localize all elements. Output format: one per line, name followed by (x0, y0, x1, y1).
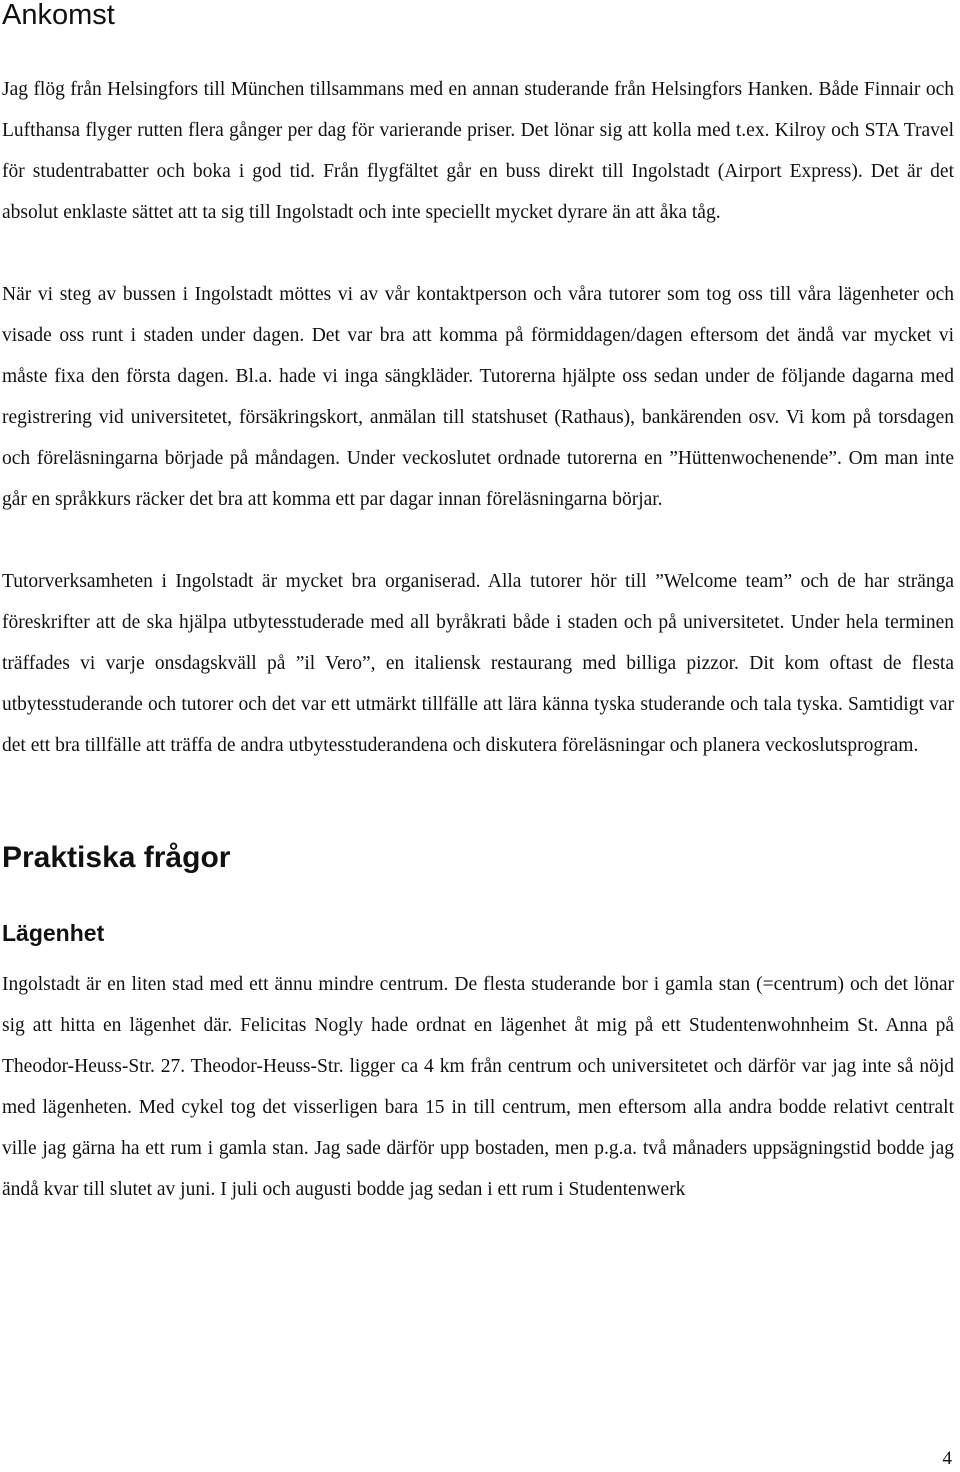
subsection-title-lagenhet: Lägenhet (2, 920, 105, 946)
lagenhet-paragraph: Ingolstadt är en liten stad med ett ännu mindre centrum. De flesta studerande bor i gamla stan (=centrum) och det lönar sig att hitta en lägenhet där. Felicitas Nogly hade ordnat en lägenhet åt mig på ett Studentenwohnheim St. Anna på Theodor-Heuss-Str. 27. Theodor-Heuss-Str. ligger ca 4 km från centrum och universitetet och därför var jag inte så nöjd med lägenheten. Med cykel tog det visserligen bara 15 in till centrum, men eftersom alla andra bodde relativt centralt ville jag gärna ha ett rum i gamla stan. Jag sade därför upp bostaden, men p.g.a. två månaders uppsägningstid bodde jag ändå kvar till slutet av juni. I juli och augusti bodde jag sedan i ett rum i Studentenwerk (2, 974, 954, 1200)
page-number: 4 (942, 1448, 952, 1469)
section-title-praktiska-fragor: Praktiska frågor (2, 841, 231, 874)
ankomst-paragraph-2: När vi steg av bussen i Ingolstadt möttes vi av vår kontaktperson och våra tutorer som tog oss till våra lägenheter och visade oss runt i staden under dagen. Det var bra att komma på förmiddagen/dagen eftersom det ändå var mycket vi måste fixa den första dagen. Bl.a. hade vi inga sängkläder. Tutorerna hjälpte oss sedan under de följande dagarna med registrering vid universitetet, försäkringskort, anmälan till statshuset (Rathaus), bankärenden osv. Vi kom på torsdagen och föreläsningarna började på måndagen. Under veckoslutet ordnade tutorerna en ”Hüttenwochenende”. Om man inte går en språkkurs räcker det bra att komma ett par dagar innan föreläsningarna börjar. (2, 284, 954, 510)
ankomst-paragraph-3: Tutorverksamheten i Ingolstadt är mycket bra organiserad. Alla tutorer hör till ”Welcome team” och de har stränga föreskrifter att de ska hjälpa utbytesstuderade med all byråkrati både i staden och på universitetet. Under hela terminen träffades vi varje onsdagskväll på ”il Vero”, en italiensk restaurang med billiga pizzor. Dit kom oftast de flesta utbytesstuderande och tutorer och det var ett utmärkt tillfälle att lära känna tyska studerande och tala tyska. Samtidigt var det ett bra tillfälle att träffa de andra utbytesstuderandena och diskutera föreläsningar och planera veckoslutsprogram. (2, 571, 954, 756)
document-page (2, 0, 954, 1210)
section-title-ankomst: Ankomst (2, 0, 115, 31)
ankomst-paragraph-1: Jag flög från Helsingfors till München tillsammans med en annan studerande från Helsingfors Hanken. Både Finnair och Lufthansa flyger rutten flera gånger per dag för varierande priser. Det lönar sig att kolla med t.ex. Kilroy och STA Travel för studentrabatter och boka i god tid. Från flygfältet går en buss direkt till Ingolstadt (Airport Express). Det är det absolut enklaste sättet att ta sig till Ingolstadt och inte speciellt mycket dyrare än att åka tåg. (2, 79, 954, 223)
